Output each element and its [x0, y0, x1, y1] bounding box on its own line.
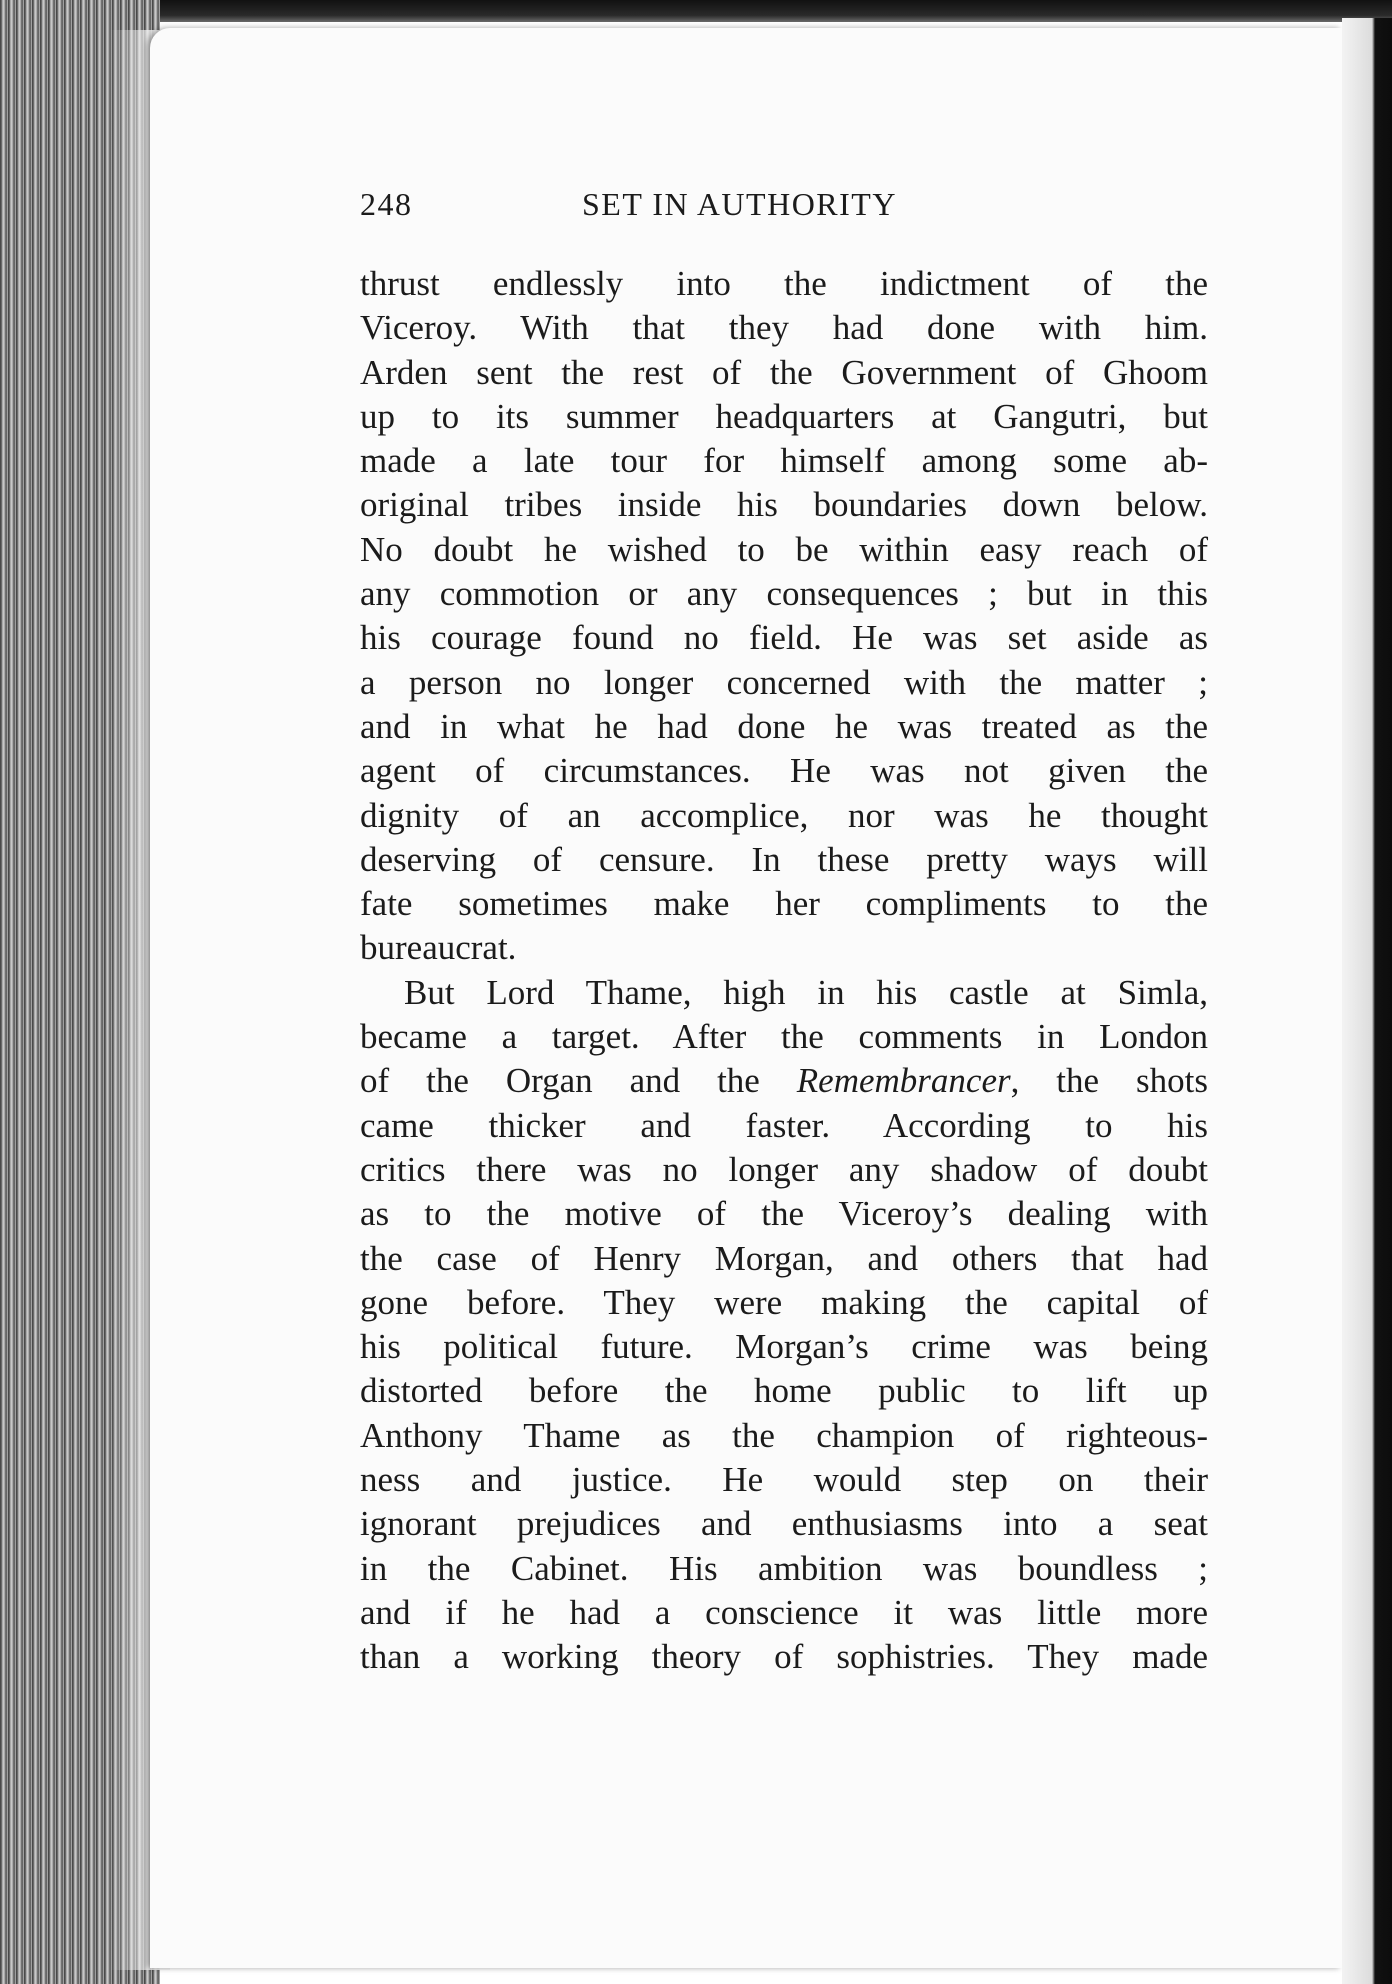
- text-line: came thicker and faster. According to his: [360, 1105, 1208, 1145]
- text-segment: of the Organ and the: [360, 1061, 797, 1101]
- text-segment: , the shots: [1010, 1061, 1208, 1101]
- text-line: any commotion or any consequences ; but in this: [360, 574, 1208, 614]
- text-line: critics there was no longer any shadow of doubt: [360, 1149, 1208, 1189]
- italic-title: Remembrancer: [796, 1061, 1011, 1101]
- text-line: ness and justice. He would step on their: [360, 1460, 1208, 1500]
- text-line: gone before. They were making the capital of: [360, 1282, 1208, 1322]
- text-line: in the Cabinet. His ambition was boundless ;: [360, 1548, 1208, 1588]
- text-line: up to its summer headquarters at Gangutri, but: [360, 396, 1208, 436]
- text-line-with-italic: [360, 1059, 1208, 1103]
- paragraph-end-line: bureaucrat.: [360, 928, 517, 968]
- text-line: No doubt he wished to be within easy reach of: [360, 529, 1208, 569]
- running-title: SET IN AUTHORITY: [582, 186, 897, 222]
- text-line: original tribes inside his boundaries down below.: [360, 485, 1208, 525]
- text-line: and if he had a conscience it was little more: [360, 1592, 1208, 1632]
- text-line: distorted before the home public to lift up: [360, 1371, 1208, 1411]
- text-line: ignorant prejudices and enthusiasms into a seat: [360, 1504, 1208, 1544]
- text-line: became a target. After the comments in London: [360, 1017, 1208, 1057]
- scan-right-edge: [1342, 18, 1392, 1984]
- paragraph-start-line: But Lord Thame, high in his castle at Simla,: [404, 972, 1208, 1012]
- text-line: Viceroy. With that they had done with him.: [360, 308, 1208, 348]
- text-line: and in what he had done he was treated as the: [360, 706, 1208, 746]
- text-line: fate sometimes make her compliments to the: [360, 884, 1208, 924]
- scan-top-edge: [0, 0, 1392, 22]
- text-line: deserving of censure. In these pretty ways will: [360, 839, 1208, 879]
- page-number: 248: [360, 186, 413, 222]
- body-text: [360, 262, 1208, 1680]
- text-line: as to the motive of the Viceroy’s dealing with: [360, 1194, 1208, 1234]
- text-line: Anthony Thame as the champion of righteous-: [360, 1415, 1208, 1455]
- running-head: [360, 186, 1208, 230]
- text-line: Arden sent the rest of the Government of Ghoom: [360, 352, 1208, 392]
- text-line: the case of Henry Morgan, and others that had: [360, 1238, 1208, 1278]
- text-line: than a working theory of sophistries. They made: [360, 1637, 1208, 1677]
- text-line: dignity of an accomplice, nor was he thought: [360, 795, 1208, 835]
- text-line: made a late tour for himself among some ab-: [360, 441, 1208, 481]
- text-line: his courage found no field. He was set aside as: [360, 618, 1208, 658]
- text-line: a person no longer concerned with the matter ;: [360, 662, 1208, 702]
- text-line: his political future. Morgan’s crime was being: [360, 1327, 1208, 1367]
- text-line: agent of circumstances. He was not given the: [360, 751, 1208, 791]
- text-line: thrust endlessly into the indictment of the: [360, 264, 1208, 303]
